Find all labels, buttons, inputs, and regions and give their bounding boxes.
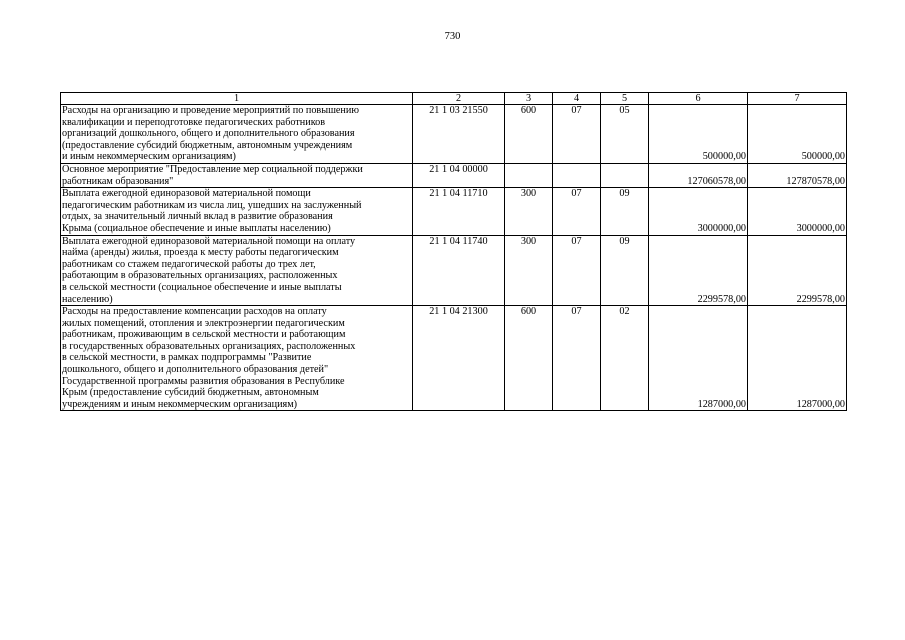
table-body [61, 93, 847, 411]
header-cell: 3 [505, 93, 553, 105]
row-name-line: в государственных образовательных организациях, расположенных [62, 340, 356, 352]
row-name-line: учреждениям и иным некоммерческим организациям) [62, 398, 298, 410]
row-subsection-cell [601, 163, 649, 187]
table-row [61, 163, 847, 187]
row-code-cell: 21 1 03 21550 [413, 105, 505, 164]
row-section-cell: 07 [553, 306, 601, 411]
row-name-line: в сельской местности (социальное обеспечение и иные выплаты [62, 281, 342, 293]
row-name-line: отдых, за значительный личный вклад в развитие образования [62, 211, 333, 223]
budget-table [60, 92, 847, 411]
row-name-line: работникам, проживающим в сельской местности и работающим [62, 329, 346, 341]
row-name-line: найма (аренды) жилья, проезда к месту работы педагогическим [62, 247, 339, 259]
header-cell: 5 [601, 93, 649, 105]
row-name-line: дошкольного, общего и дополнительного образования детей" [62, 364, 329, 376]
row-name-line: работникам со стажем педагогической работы до трех лет, [62, 258, 316, 270]
row-expense-type-cell: 300 [505, 235, 553, 306]
row-expense-type-cell: 300 [505, 188, 553, 235]
row-subsection-cell: 05 [601, 105, 649, 164]
row-subsection-cell: 09 [601, 235, 649, 306]
header-cell: 2 [413, 93, 505, 105]
row-name-line: Расходы на организацию и проведение мероприятий по повышению [62, 105, 359, 116]
row-section-cell: 07 [553, 188, 601, 235]
row-name-line: Расходы на предоставление компенсации расходов на оплату [62, 306, 327, 318]
header-cell: 1 [61, 93, 413, 105]
row-sum-cell: 2299578,00 [649, 235, 748, 306]
table-row [61, 105, 847, 164]
row-code-cell: 21 1 04 21300 [413, 306, 505, 411]
row-name-line: квалификации и переподготовке педагогических работников [62, 116, 326, 128]
row-sum-cell: 1287000,00 [649, 306, 748, 411]
row-name-line: работающим в образовательных организациях, расположенных [62, 270, 338, 282]
row-name-cell [61, 235, 413, 306]
header-cell: 6 [649, 93, 748, 105]
row-sum-cell: 500000,00 [649, 105, 748, 164]
row-name-cell [61, 163, 413, 187]
row-name-line: организаций дошкольного, общего и дополнительного образования [62, 128, 355, 140]
header-cell: 4 [553, 93, 601, 105]
row-sum-cell: 3000000,00 [649, 188, 748, 235]
row-expense-type-cell: 600 [505, 306, 553, 411]
row-name-line: педагогическим работникам из числа лиц, ушедших на заслуженный [62, 199, 362, 211]
row-name-line: Крым (предоставление субсидий бюджетным, автономным [62, 387, 319, 399]
table-row [61, 235, 847, 306]
table-row [61, 188, 847, 235]
row-name-line: Выплата ежегодной единоразовой материальной помощи [62, 188, 311, 200]
row-sum-cell: 1287000,00 [748, 306, 847, 411]
row-name-line: Основное мероприятие "Предоставление мер социальной поддержки [62, 163, 363, 175]
row-name-line: жилых помещений, отопления и электроэнергии педагогическим [62, 317, 345, 329]
row-name-line: в сельской местности, в рамках подпрограммы "Развитие [62, 352, 312, 364]
row-section-cell: 07 [553, 105, 601, 164]
row-sum-cell: 127870578,00 [748, 163, 847, 187]
row-sum-cell: 2299578,00 [748, 235, 847, 306]
row-name-cell [61, 188, 413, 235]
row-name-line: Крыма (социальное обеспечение и иные выплаты населению) [62, 222, 331, 234]
page-number: 730 [444, 31, 461, 42]
row-code-cell: 21 1 04 11710 [413, 188, 505, 235]
row-section-cell [553, 163, 601, 187]
row-name-cell [61, 306, 413, 411]
row-name-line: Выплата ежегодной единоразовой материальной помощи на оплату [62, 235, 356, 247]
row-expense-type-cell: 600 [505, 105, 553, 164]
row-name-line: населению) [62, 293, 113, 305]
row-code-cell: 21 1 04 11740 [413, 235, 505, 306]
table-row [61, 306, 847, 411]
header-cell: 7 [748, 93, 847, 105]
row-sum-cell: 3000000,00 [748, 188, 847, 235]
row-expense-type-cell [505, 163, 553, 187]
row-subsection-cell: 09 [601, 188, 649, 235]
row-sum-cell: 500000,00 [748, 105, 847, 164]
row-name-line: (предоставление субсидий бюджетным, автономным учреждениям [62, 139, 353, 151]
table-header-row [61, 93, 847, 105]
row-subsection-cell: 02 [601, 306, 649, 411]
row-name-cell [61, 105, 413, 164]
row-sum-cell: 127060578,00 [649, 163, 748, 187]
row-name-line: и иным некоммерческим организациям) [62, 151, 236, 163]
row-section-cell: 07 [553, 235, 601, 306]
row-name-line: работникам образования" [62, 175, 174, 187]
row-name-line: Государственной программы развития образования в Республике [62, 375, 345, 387]
row-code-cell: 21 1 04 00000 [413, 163, 505, 187]
